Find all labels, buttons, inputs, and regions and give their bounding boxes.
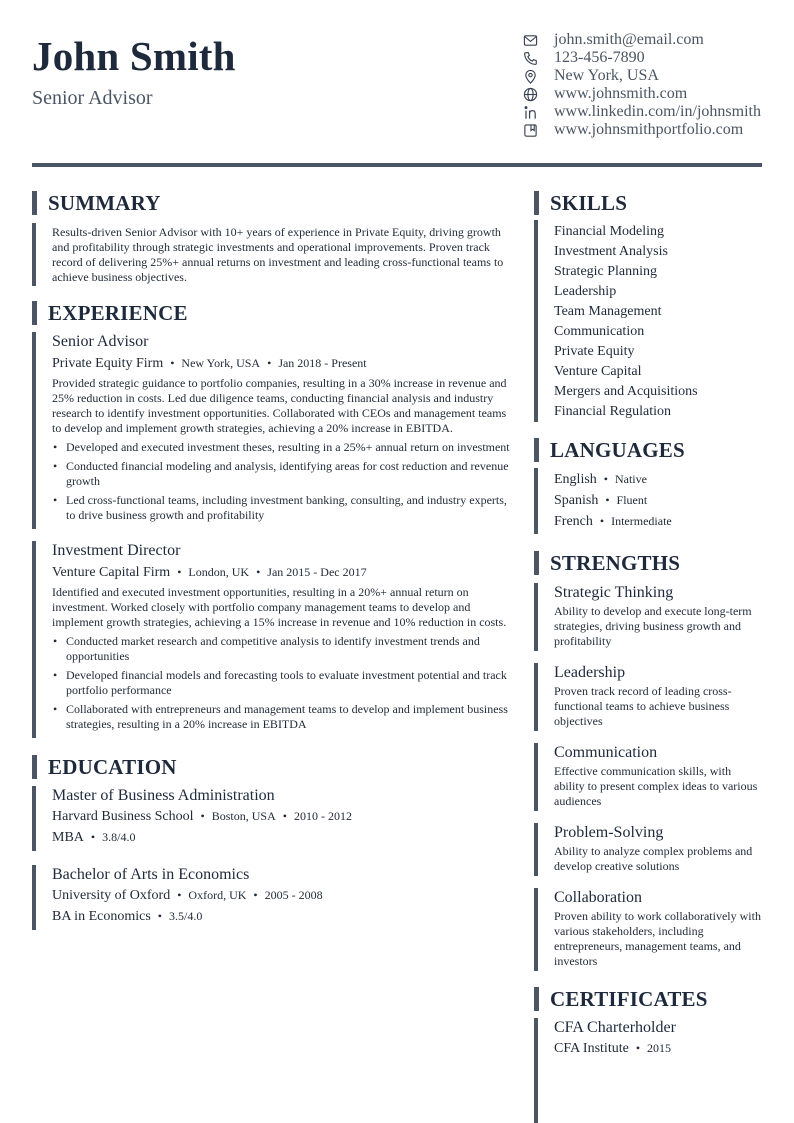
strength-item: [534, 583, 764, 651]
experience-entry: [32, 332, 512, 529]
skills-block: [534, 220, 764, 422]
education-degree: Bachelor of Arts in Economics: [52, 866, 250, 883]
education-short: MBA: [52, 830, 84, 845]
contact-linkedin[interactable]: [522, 103, 767, 121]
separator-dot: •: [177, 565, 182, 579]
skill-item: Mergers and Acquisitions: [554, 384, 698, 399]
contact-email[interactable]: [522, 31, 767, 49]
list-item: • Conducted financial modeling and analysis, identifying areas for cost reduction and revenue growth: [52, 459, 512, 489]
separator-dot: •: [157, 909, 162, 923]
skill-item: Financial Regulation: [554, 404, 672, 419]
separator-dot: •: [282, 809, 287, 823]
experience-entry: [32, 541, 512, 738]
contact-location: [522, 67, 767, 85]
list-item: • Led cross-functional teams, including investment banking, consulting, and industry experts, to drive business growth and profitability: [52, 493, 512, 523]
strength-text: Ability to analyze complex problems and develop creative solutions: [554, 844, 753, 873]
education-location: Boston, USA: [211, 809, 276, 823]
education-meta: [52, 885, 512, 906]
phone-icon: [522, 49, 554, 67]
portfolio-icon: [522, 121, 554, 139]
separator-dot: •: [90, 830, 96, 844]
experience-heading: EXPERIENCE: [32, 301, 512, 325]
language-name: French: [554, 514, 593, 529]
strength-title: Leadership: [554, 664, 626, 681]
education-school: Harvard Business School: [52, 809, 194, 824]
separator-dot: •: [267, 356, 272, 370]
certificate-meta: [554, 1038, 764, 1059]
languages-heading: LANGUAGES: [534, 438, 764, 462]
certificate-name: CFA Charterholder: [554, 1019, 676, 1036]
mail-icon: [522, 31, 554, 49]
contact-email-text: john.smith@email.com: [554, 31, 704, 48]
skill-item: Communication: [554, 324, 645, 339]
job-role: Senior Advisor: [52, 333, 149, 350]
strength-item: [534, 823, 764, 876]
strength-title: Problem-Solving: [554, 824, 664, 841]
separator-dot: •: [603, 472, 608, 486]
job-meta: [52, 353, 512, 374]
job-role: Investment Director: [52, 542, 181, 559]
language-level: Intermediate: [611, 514, 672, 528]
skill-item: Private Equity: [554, 344, 635, 359]
education-school: University of Oxford: [52, 888, 171, 903]
separator-dot: •: [253, 888, 258, 902]
education-gpa: 3.8/4.0: [102, 830, 136, 844]
summary-block: [32, 223, 512, 286]
contact-phone-text: 123-456-7890: [554, 49, 645, 66]
globe-icon: [522, 85, 554, 103]
contact-portfolio-text: www.johnsmithportfolio.com: [554, 121, 744, 138]
strength-text: Effective communication skills, with ability to present complex ideas to various audiences: [554, 764, 758, 808]
language-name: Spanish: [554, 493, 599, 508]
strength-text: Ability to develop and execute long-term strategies, driving business growth and profitability: [554, 604, 752, 648]
certificates-heading: CERTIFICATES: [534, 987, 764, 1011]
certificate-issuer: CFA Institute: [554, 1041, 629, 1056]
education-meta: [52, 806, 512, 827]
strengths-heading: STRENGTHS: [534, 551, 764, 575]
certificate-item: [534, 1018, 764, 1123]
job-meta: [52, 562, 512, 583]
strength-title: Strategic Thinking: [554, 584, 674, 601]
header-divider: [32, 163, 762, 167]
skills-heading: SKILLS: [534, 191, 764, 215]
education-dates: 2010 - 2012: [293, 809, 352, 823]
contact-linkedin-text: www.linkedin.com/in/johnsmith: [554, 103, 761, 120]
separator-dot: •: [599, 514, 605, 528]
list-item: • Developed and executed investment theses, resulting in a 25%+ annual return on investment: [52, 440, 512, 455]
job-location: New York, USA: [181, 356, 261, 370]
skill-item: Investment Analysis: [554, 244, 668, 259]
contact-phone[interactable]: [522, 49, 767, 67]
skill-item: Financial Modeling: [554, 224, 665, 239]
job-description: Identified and executed investment opportunities, resulting in a 20%+ annual return on investment. Worked closely with portfolio company management teams to develop and implement growth strategies, achieving a 15% increase in revenue and 10% reduction in costs.: [52, 585, 507, 629]
education-dates: 2005 - 2008: [264, 888, 323, 902]
contact-list: [522, 31, 767, 139]
education-grade: [52, 827, 512, 848]
left-column: [32, 191, 512, 930]
contact-location-text: New York, USA: [554, 67, 659, 84]
location-pin-icon: [522, 67, 554, 85]
job-dates: Jan 2018 - Present: [278, 356, 367, 370]
language-item: [554, 490, 764, 511]
job-bullets: [52, 634, 512, 732]
strength-text: Proven track record of leading cross-functional teams to achieve business objectives: [554, 684, 732, 728]
education-gpa: 3.5/4.0: [168, 909, 203, 923]
certificate-year: 2015: [647, 1041, 672, 1055]
education-location: Oxford, UK: [188, 888, 247, 902]
job-dates: Jan 2015 - Dec 2017: [267, 565, 367, 579]
strength-title: Collaboration: [554, 889, 642, 906]
education-entry: [32, 786, 512, 851]
strength-item: [534, 743, 764, 811]
separator-dot: •: [200, 809, 205, 823]
job-location: London, UK: [188, 565, 250, 579]
resume-header: [32, 30, 762, 150]
skill-item: Venture Capital: [554, 364, 642, 379]
list-item: • Developed financial models and forecasting tools to evaluate investment potential and track portfolio performance: [52, 668, 512, 698]
languages-block: [534, 468, 764, 534]
skill-item: Team Management: [554, 304, 662, 319]
separator-dot: •: [635, 1041, 641, 1055]
contact-portfolio[interactable]: [522, 121, 767, 139]
strength-item: [534, 888, 764, 971]
strength-item: [534, 663, 764, 731]
list-item: • Conducted market research and competitive analysis to identify investment trends and opportunities: [52, 634, 512, 664]
education-degree: Master of Business Administration: [52, 787, 275, 804]
skill-item: Leadership: [554, 284, 617, 299]
job-company: Venture Capital Firm: [52, 565, 171, 580]
job-description: Provided strategic guidance to portfolio companies, resulting in a 30% increase in revenue and 25% reduction in costs. Led due diligence teams, conducting financial analysis and industry research to identify investment opportunities. Collaborated with CEOs and management teams to develop and implement growth strategies, achieving a 20% increase in EBITDA.: [52, 376, 507, 435]
summary-text: Results-driven Senior Advisor with 10+ years of experience in Private Equity, driving growth and profitability through strategic investments and operational improvements. Proven track record of delivering 25%+ annual returns on investment and leading cross-functional teams to achieve business objectives.: [52, 225, 504, 284]
language-name: English: [554, 472, 597, 487]
separator-dot: •: [170, 356, 175, 370]
right-column: [534, 191, 764, 1123]
education-short: BA in Economics: [52, 909, 151, 924]
job-bullets: [52, 440, 512, 523]
language-level: Native: [614, 472, 647, 486]
contact-website-text: www.johnsmith.com: [554, 85, 688, 102]
candidate-title: Senior Advisor: [32, 87, 153, 109]
list-item: • Collaborated with entrepreneurs and management teams to develop and implement business strategies, resulting in a 20% increase in EBITDA: [52, 702, 512, 732]
strength-title: Communication: [554, 744, 658, 761]
education-entry: [32, 865, 512, 930]
job-company: Private Equity Firm: [52, 356, 164, 371]
language-item: [554, 511, 764, 532]
candidate-name: John Smith: [32, 33, 236, 79]
separator-dot: •: [256, 565, 261, 579]
strength-text: Proven ability to work collaboratively with various stakeholders, including entrepreneurs, management teams, and investors: [554, 909, 761, 968]
separator-dot: •: [605, 493, 610, 507]
language-item: [554, 469, 764, 490]
linkedin-icon: [522, 103, 554, 121]
language-level: Fluent: [616, 493, 648, 507]
skill-item: Strategic Planning: [554, 264, 658, 279]
contact-website[interactable]: [522, 85, 767, 103]
education-heading: EDUCATION: [32, 755, 512, 779]
education-grade: [52, 906, 512, 927]
summary-heading: SUMMARY: [32, 191, 512, 215]
separator-dot: •: [177, 888, 182, 902]
